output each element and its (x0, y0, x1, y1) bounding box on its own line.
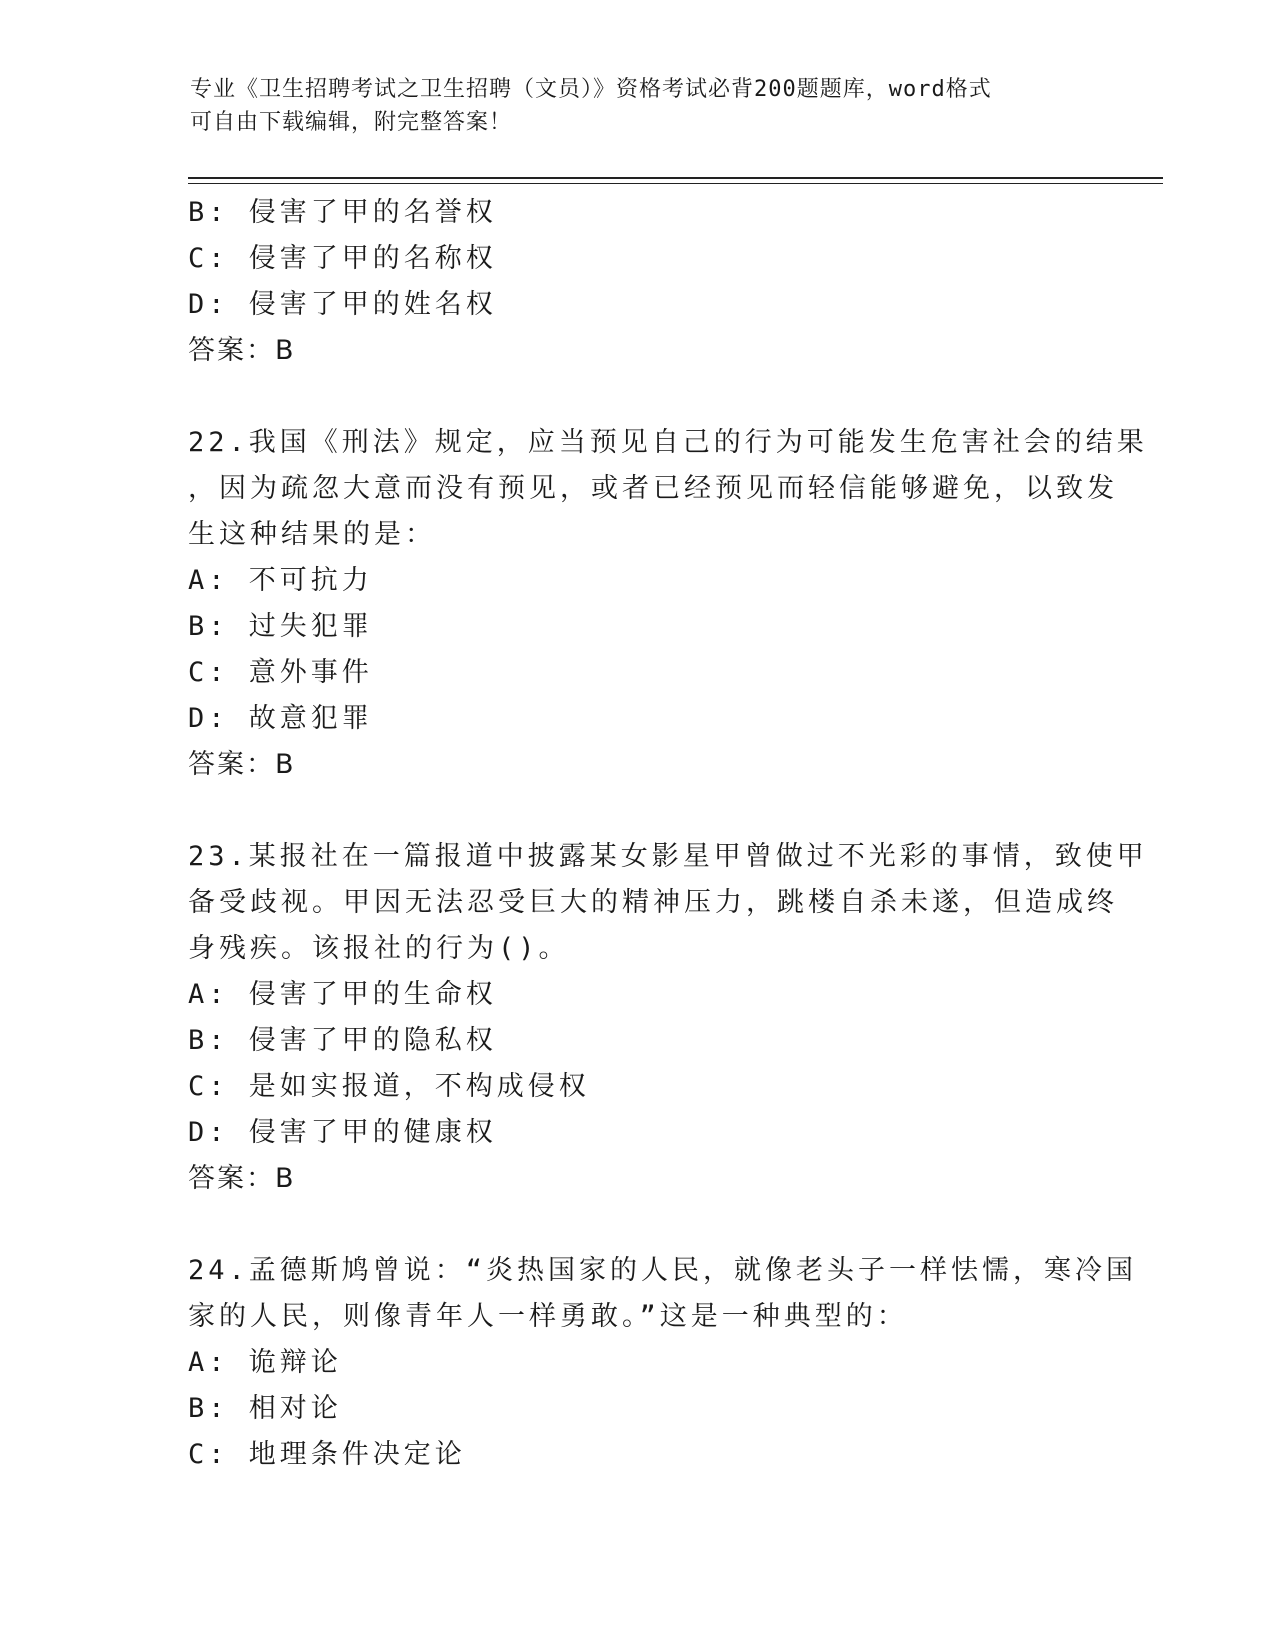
question-24 (188, 1248, 1138, 1478)
header-title-line-2: 可自由下载编辑，附完整答案！ (190, 110, 513, 135)
option-a: A: 不可抗力 (188, 565, 373, 596)
spacer (188, 788, 1088, 834)
option-a: A: 侵害了甲的生命权 (188, 979, 497, 1010)
question-text-line: 备受歧视。甲因无法忍受巨大的精神压力，跳楼自杀未遂，但造成终 (188, 887, 1118, 918)
option-b: B: 过失犯罪 (188, 611, 373, 642)
option-d: D: 故意犯罪 (188, 703, 373, 734)
question-text-line: 生这种结果的是： (188, 519, 436, 550)
document-header (190, 73, 1090, 139)
answer-line: 答案：B (188, 749, 296, 780)
option-b: B: 相对论 (188, 1393, 342, 1424)
answer-line: 答案：B (188, 335, 296, 366)
option-c: C: 侵害了甲的名称权 (188, 243, 497, 274)
header-divider-thick (188, 177, 1163, 179)
question-21-continued (188, 190, 1088, 374)
question-text-line: 22.我国《刑法》规定，应当预见自己的行为可能发生危害社会的结果 (188, 427, 1148, 458)
option-c: C: 意外事件 (188, 657, 373, 688)
question-text-line: ，因为疏忽大意而没有预见，或者已经预见而轻信能够避免，以致发 (188, 473, 1118, 504)
option-d: D: 侵害了甲的健康权 (188, 1117, 497, 1148)
answer-line: 答案：B (188, 1163, 296, 1194)
option-d: D: 侵害了甲的姓名权 (188, 289, 497, 320)
spacer (188, 374, 1088, 420)
question-content (188, 190, 1148, 1478)
option-c: C: 地理条件决定论 (188, 1439, 466, 1470)
spacer (188, 1202, 1088, 1248)
option-a: A: 诡辩论 (188, 1347, 342, 1378)
question-23 (188, 834, 1148, 1202)
question-text-line: 24.孟德斯鸠曾说：“炎热国家的人民，就像老头子一样怯懦，寒冷国 (188, 1255, 1138, 1286)
header-divider-thin (188, 183, 1163, 184)
question-text-line: 身残疾。该报社的行为()。 (188, 933, 570, 964)
option-b: B: 侵害了甲的隐私权 (188, 1025, 497, 1056)
question-text-line: 家的人民，则像青年人一样勇敢。”这是一种典型的： (188, 1301, 908, 1332)
header-title-line-1: 专业《卫生招聘考试之卫生招聘（文员）》资格考试必背200题题库，word格式 (190, 77, 992, 102)
option-c: C: 是如实报道，不构成侵权 (188, 1071, 590, 1102)
option-b: B: 侵害了甲的名誉权 (188, 197, 497, 228)
question-22 (188, 420, 1148, 788)
question-text-line: 23.某报社在一篇报道中披露某女影星甲曾做过不光彩的事情，致使甲 (188, 841, 1148, 872)
